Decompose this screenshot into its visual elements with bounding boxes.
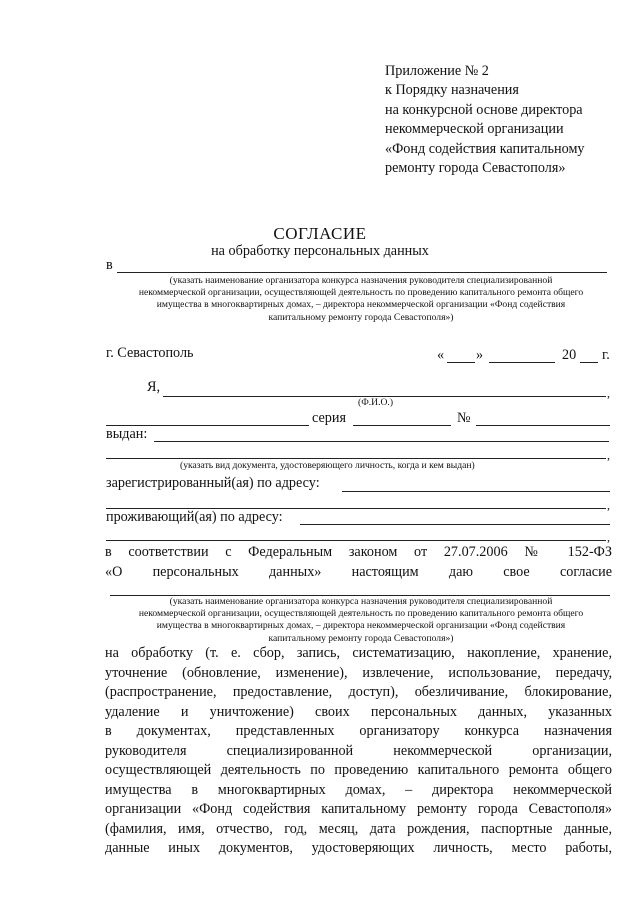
living-address-field[interactable] (300, 524, 610, 525)
hint-line: капитальному ремонту города Севастополя») (268, 632, 454, 644)
registered-address-field[interactable] (342, 491, 610, 492)
paragraph-line: данные иных документов, удостоверяющих личность, место работы, (105, 840, 612, 857)
hint-line: некоммерческой организации, осуществляющей деятельность по проведению капитального ремонта общего (138, 608, 584, 620)
paragraph-line: руководителя специализированной некоммерческой организации, (105, 742, 612, 759)
paragraph-line: (фамилия, имя, отчество, год, месяц, дата рождения, паспортные данные, (105, 820, 612, 837)
registered-comma: , (607, 498, 610, 512)
living-address-field-continued[interactable] (106, 540, 606, 541)
paragraph-line: организации «Фонд содействия капитальному ремонту города Севастополя» (105, 801, 612, 818)
paragraph-line: уточнение (обновление, изменение), извлечение, использование, передачу, (105, 664, 612, 681)
processing-paragraph (105, 644, 612, 859)
hint-line: имущества в многоквартирных домах, – директора некоммерческой организации «Фонд содействия (156, 620, 566, 632)
to-prefix: в (106, 257, 113, 273)
paragraph-line: в документах, представленных организатору конкурса назначения (105, 723, 612, 740)
date-year-suffix: г. (602, 347, 610, 363)
issued-label: выдан: (106, 426, 148, 442)
paragraph-line: удаление и уничтожение) своих персональных данных, указанных (105, 703, 612, 720)
consent-paragraph (105, 542, 612, 582)
hint-line: имущества в многоквартирных домах, – директора некоммерческой организации «Фонд содействия (156, 299, 566, 311)
consent-line: «О персональных данных» настоящим даю свое согласие (105, 564, 612, 580)
place-label: г. Севастополь (106, 345, 194, 361)
registered-label: зарегистрированный(ая) по адресу: (106, 475, 320, 491)
appendix-line: на конкурсной основе директора (385, 101, 583, 118)
appendix-line: ремонту города Севастополя» (385, 160, 566, 177)
living-label: проживающий(ая) по адресу: (106, 509, 283, 525)
fio-hint: (Ф.И.О.) (358, 397, 394, 408)
living-comma: , (607, 530, 610, 544)
appendix-line: к Порядку назначения (385, 82, 519, 99)
document-subtitle: на обработку персональных данных (211, 243, 429, 259)
number-label: № (457, 410, 471, 426)
date-month-field[interactable] (489, 362, 555, 363)
series-field[interactable] (353, 425, 451, 426)
organizer-hint-2 (105, 596, 617, 645)
hint-line: (указать наименование организатора конкурса назначения руководителя специализированной (169, 596, 553, 607)
hint-line: (указать наименование организатора конкурса назначения руководителя специализированной (169, 275, 553, 286)
appendix-line: некоммерческой организации (385, 121, 564, 138)
appendix-line: Приложение № 2 (385, 63, 489, 79)
date-year-prefix: 20 (562, 347, 577, 363)
hint-line: некоммерческой организации, осуществляющей деятельность по проведению капитального ремонта общего (138, 287, 584, 299)
document-hint: (указать вид документа, удостоверяющего личность, когда и кем выдан) (180, 460, 475, 471)
issued-field-continued[interactable] (106, 458, 606, 459)
fio-comma: , (607, 386, 610, 400)
document-title: СОГЛАСИЕ (273, 224, 367, 243)
appendix-header (385, 62, 585, 178)
date-year-field[interactable] (580, 362, 598, 363)
i-label: Я, (147, 379, 161, 395)
appendix-line: «Фонд содействия капитальному (385, 140, 585, 157)
paragraph-line: на обработку (т. е. сбор, запись, систематизацию, накопление, хранение, (105, 645, 612, 661)
date-day-field[interactable] (447, 362, 475, 363)
number-field[interactable] (476, 425, 610, 426)
organizer-field[interactable] (117, 272, 607, 273)
issued-field[interactable] (154, 441, 609, 442)
series-label: серия (312, 410, 346, 426)
date-close-quote: » (476, 347, 484, 363)
issued-comma: , (607, 448, 610, 462)
hint-line: капитальному ремонту города Севастополя») (268, 311, 454, 323)
paragraph-line: имущества в многоквартирных домах, – директора некоммерческой (105, 781, 612, 798)
consent-line: в соответствии с Федеральным законом от 27.07.2006 № 152-ФЗ (105, 544, 612, 560)
paragraph-line: (распространение, предоставление, доступ), обезличивание, блокирование, (105, 684, 612, 701)
organizer-hint (105, 275, 617, 324)
date-open-quote: « (437, 347, 445, 363)
paragraph-line: осуществляющей деятельность по проведению капитального ремонта общего (105, 762, 612, 779)
